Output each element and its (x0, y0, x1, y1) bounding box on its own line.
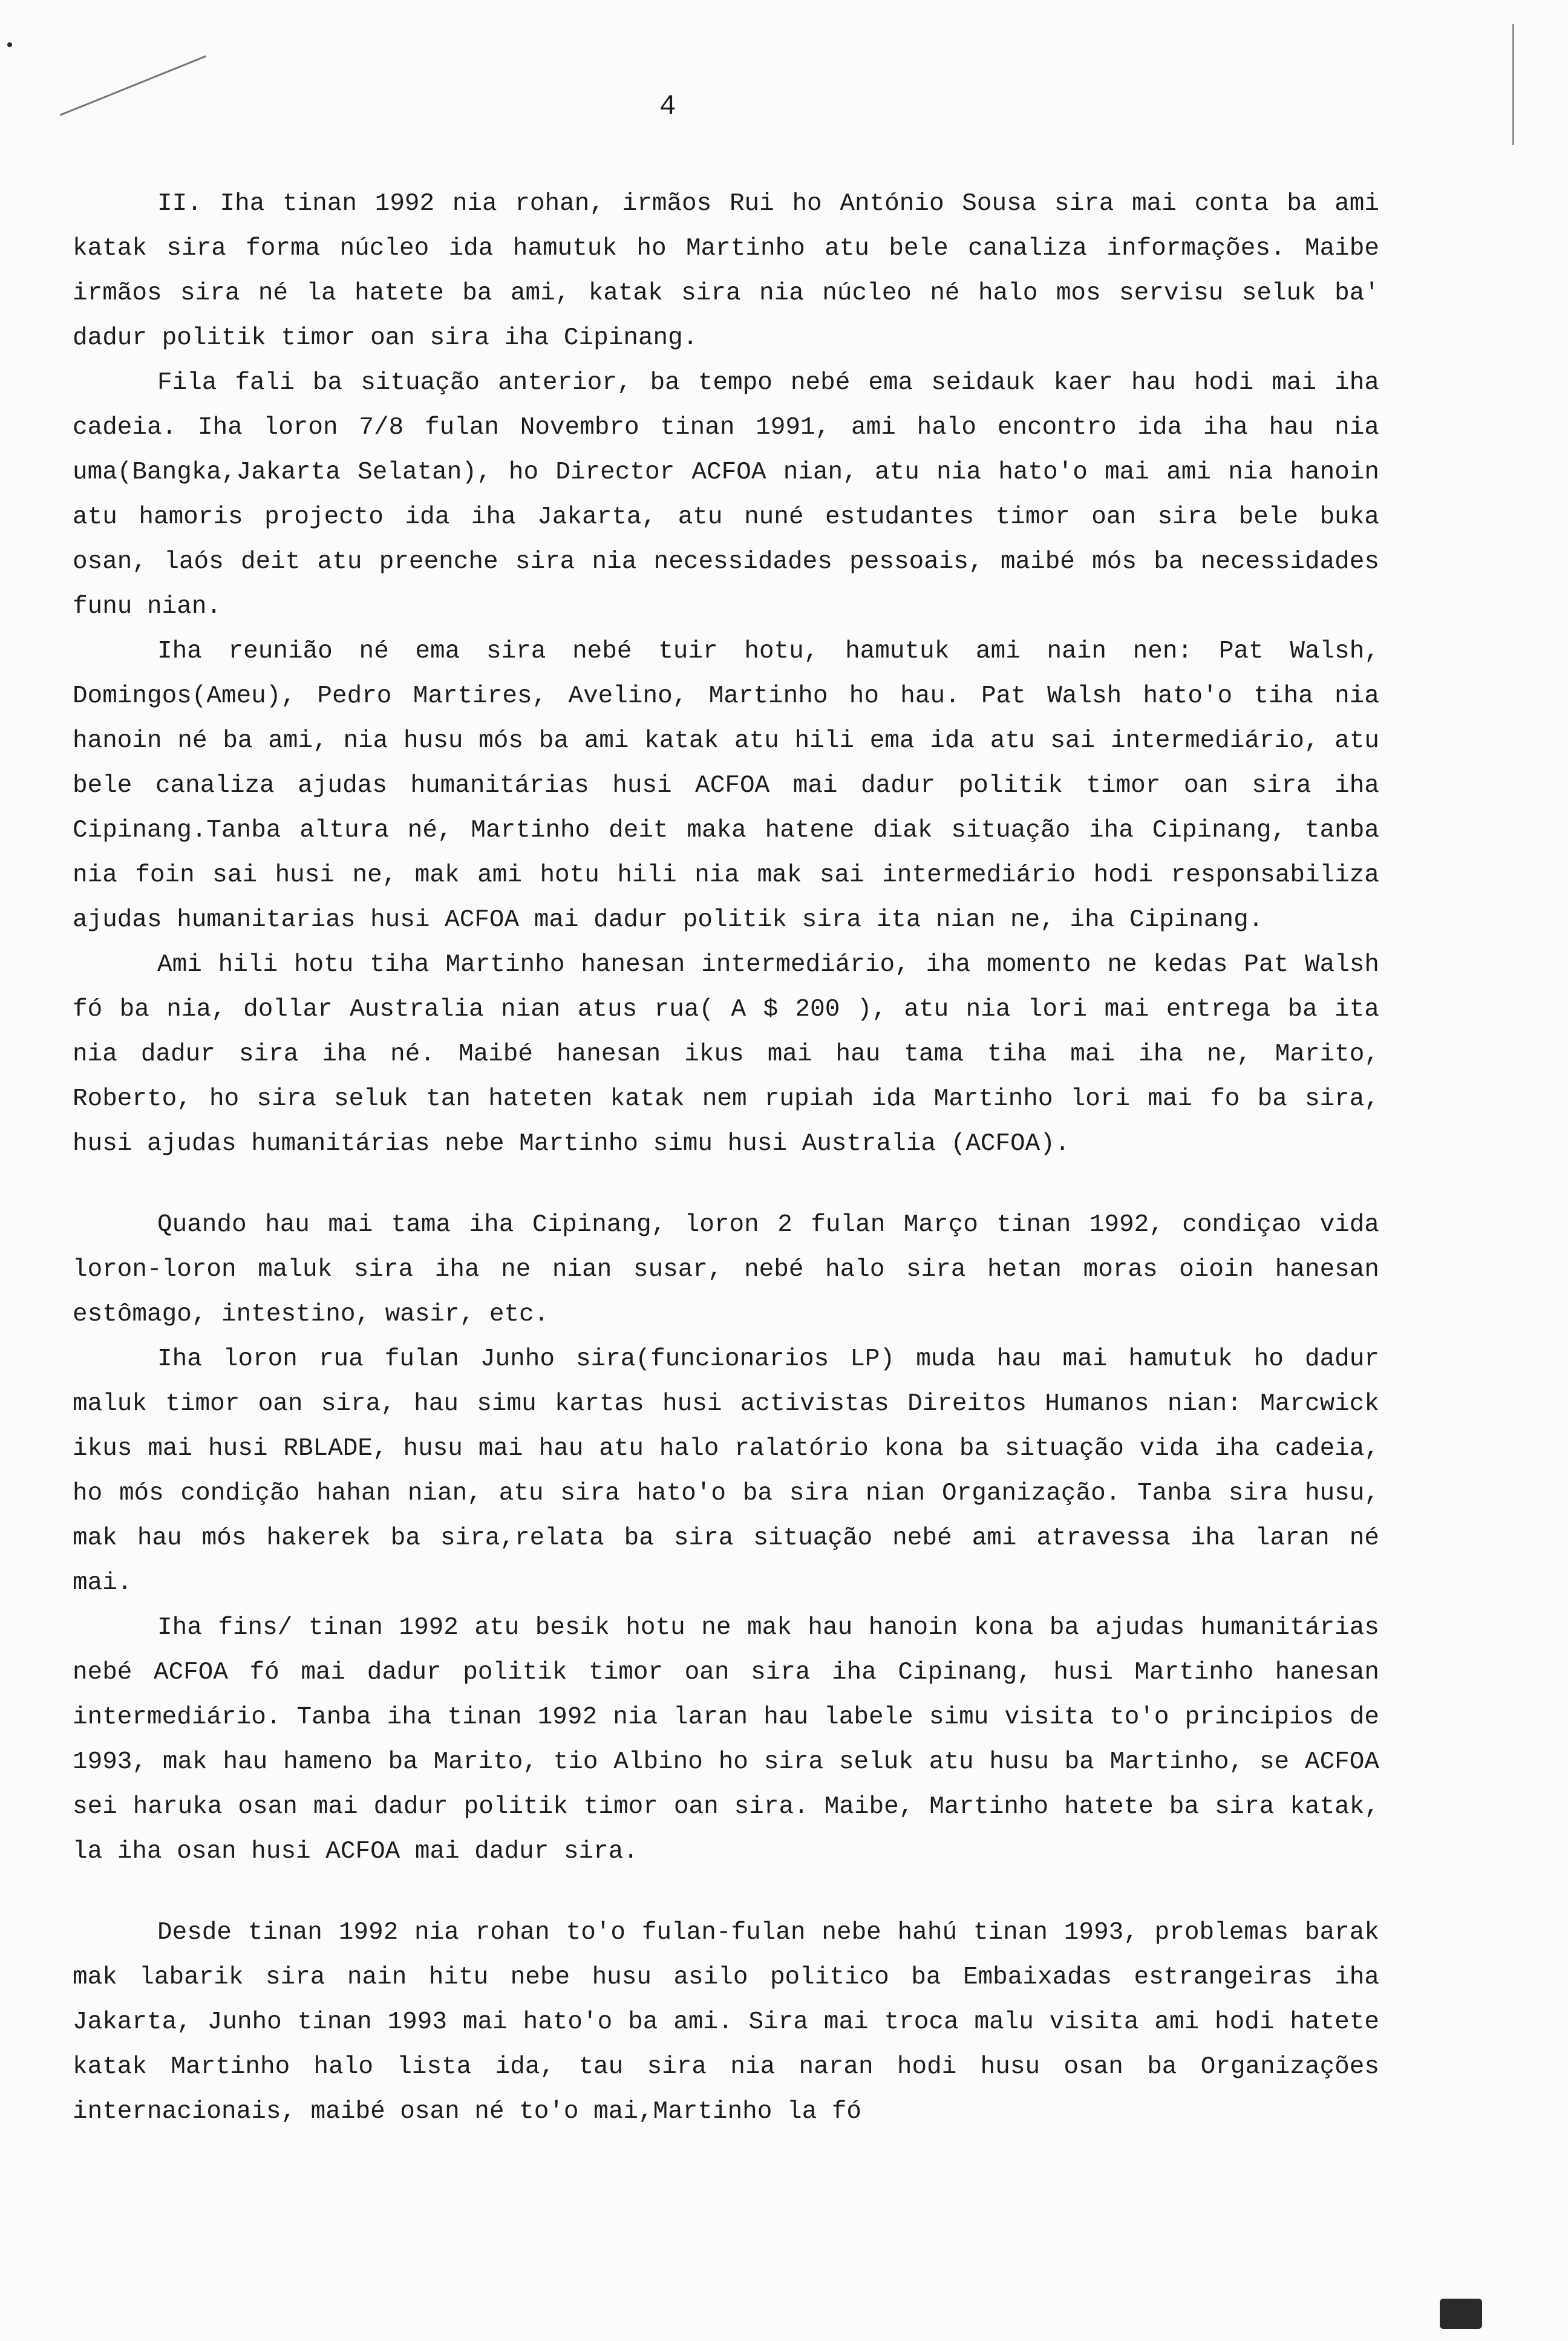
paragraph-4: Ami hili hotu tiha Martinho hanesan intermediário, iha momento ne kedas Pat Walsh fó ba nia, dollar Australia nian atus rua( A $ 200 ), atu nia lori mai entrega ba ita nia dadur sira iha né. Maibé hanesan ikus mai hau tama tiha mai iha ne, Marito, Roberto, ho sira seluk tan hateten katak nem rupiah ida Martinho lori mai fo ba sira, husi ajudas humanitárias nebe Martinho simu husi Australia (ACFOA). (73, 951, 1379, 1158)
paragraph-5: Quando hau mai tama iha Cipinang, loron 2 fulan Março tinan 1992, condiçao vida loron-loron maluk sira iha ne nian susar, nebé halo sira hetan moras oioin hanesan estômago, intestino, wasir, etc. (73, 1211, 1379, 1328)
paragraph-8: Desde tinan 1992 nia rohan to'o fulan-fulan nebe hahú tinan 1993, problemas barak mak labarik sira nain hitu nebe husu asilo politico ba Embaixadas estrangeiras iha Jakarta, Junho tinan 1993 mai hato'o ba ami. Sira mai troca malu visita ami hodi hatete katak Martinho halo lista ida, tau sira nia naran hodi husu osan ba Organizações internacionais, maibé osan né to'o mai,Martinho la fó (73, 1919, 1379, 2126)
paragraph-1: II. Iha tinan 1992 nia rohan, irmãos Rui ho António Sousa sira mai conta ba ami katak sira forma núcleo ida hamutuk ho Martinho atu bele canaliza informações. Maibe irmãos sira né la hatete ba ami, katak sira nia núcleo né halo mos servisu seluk ba' dadur politik timor oan sira iha Cipinang. (73, 190, 1379, 352)
paragraph-6: Iha loron rua fulan Junho sira(funcionarios LP) muda hau mai hamutuk ho dadur maluk timor oan sira, hau simu kartas husi activistas Direitos Humanos nian: Marcwick ikus mai husi RBLADE, husu mai hau atu halo ralatório kona ba situação vida iha cadeia, ho mós condição hahan nian, atu sira hato'o ba sira nian Organização. Tanba sira husu, mak hau mós hakerek ba sira,relata ba sira situação nebé ami atravessa iha laran né mai. (73, 1345, 1379, 1597)
paragraph-7: Iha fins/ tinan 1992 atu besik hotu ne mak hau hanoin kona ba ajudas humanitárias nebé ACFOA fó mai dadur politik timor oan sira iha Cipinang, husi Martinho hanesan intermediário. Tanba iha tinan 1992 nia laran hau labele simu visita to'o principios de 1993, mak hau hameno ba Marito, tio Albino ho sira seluk atu husu ba Martinho, se ACFOA sei haruka osan mai dadur politik timor oan sira. Maibe, Martinho hatete ba sira katak, la iha osan husi ACFOA mai dadur sira. (73, 1614, 1379, 1866)
scan-artifact-bottom-right (1440, 2299, 1482, 2329)
document-body (73, 181, 1379, 2134)
paragraph-2: Fila fali ba situação anterior, ba tempo nebé ema seidauk kaer hau hodi mai iha cadeia. Iha loron 7/8 fulan Novembro tinan 1991, ami halo encontro ida iha hau nia uma(Bangka,Jakarta Selatan), ho Director ACFOA nian, atu nia hato'o mai ami nia hanoin atu hamoris projecto ida iha Jakarta, atu nuné estudantes timor oan sira bele buka osan, laós deit atu preenche sira nia necessidades pessoais, maibé mós ba necessidades funu nian. (73, 369, 1379, 621)
paragraph-3: Iha reunião né ema sira nebé tuir hotu, hamutuk ami nain nen: Pat Walsh, Domingos(Ameu), Pedro Martires, Avelino, Martinho ho hau. Pat Walsh hato'o tiha nia hanoin né ba ami, nia husu mós ba ami katak atu hili ema ida atu sai intermediário, atu bele canaliza ajudas humanitárias husi ACFOA mai dadur politik timor oan sira iha Cipinang.Tanba altura né, Martinho deit maka hatene diak situação iha Cipinang, tanba nia foin sai husi ne, mak ami hotu hili nia mak sai intermediário hodi responsabiliza ajudas humanitarias husi ACFOA mai dadur politik sira ita nian ne, iha Cipinang. (73, 638, 1379, 934)
scan-artifact-left-dot (7, 42, 12, 47)
scan-artifact-top-left (60, 55, 206, 116)
page-number: 4 (659, 91, 676, 122)
scan-artifact-right-edge (1512, 24, 1514, 145)
